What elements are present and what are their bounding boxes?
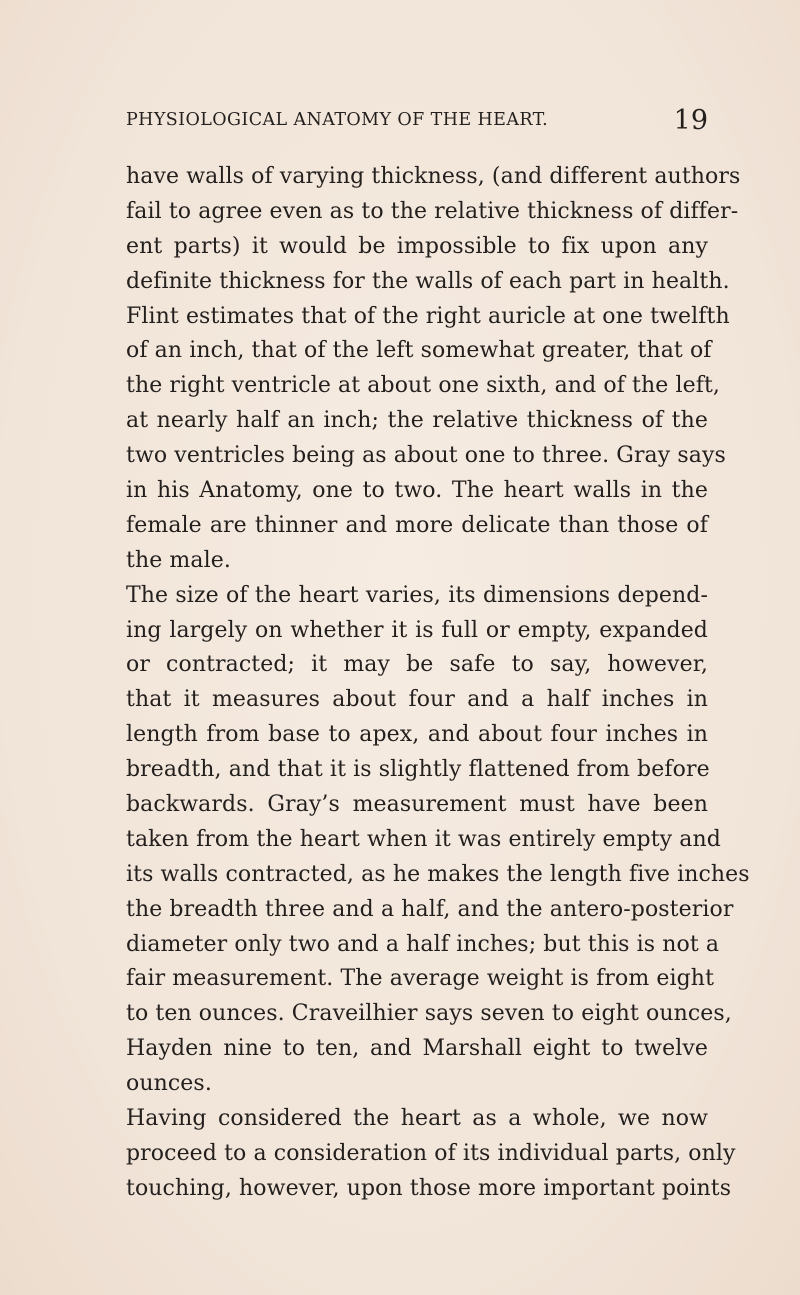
text-line: taken from the heart when it was entirely empty and [126, 826, 721, 852]
text-line: proceed to a consideration of its individual parts, only [126, 1140, 736, 1166]
text-line: female are thinner and more delicate than those of [126, 512, 708, 538]
text-line: fail to agree even as to the relative thickness of differ- [126, 198, 739, 224]
text-line: its walls contracted, as he makes the length five inches [126, 861, 750, 887]
text-line: ent parts) it would be impossible to fix upon any [126, 233, 708, 259]
text-line: the right ventricle at about one sixth, and of the left, [126, 373, 720, 399]
text-line: Hayden nine to ten, and Marshall eight to twelve [126, 1036, 708, 1062]
text-line: Having considered the heart as a whole, we now [126, 1106, 708, 1132]
page-number: 19 [673, 104, 708, 136]
text-line: that it measures about four and a half inches in [126, 687, 708, 713]
text-line: have walls of varying thickness, (and different authors [126, 164, 741, 189]
text-line: fair measurement. The average weight is from eight [126, 966, 715, 992]
text-line: the breadth three and a half, and the antero-posterior [126, 896, 734, 922]
text-line: backwards. Gray’s measurement must have been [126, 792, 708, 818]
text-line: in his Anatomy, one to two. The heart walls in the [126, 478, 708, 504]
text-line: to ten ounces. Craveilhier says seven to eight ounces, [126, 1001, 732, 1027]
text-line: or contracted; it may be safe to say, however, [126, 652, 708, 678]
text-line: Flint estimates that of the right auricle at one twelfth [126, 303, 730, 329]
paragraph-end-line: ounces. [126, 1071, 212, 1097]
text-line: The size of the heart varies, its dimensions depend- [126, 582, 708, 608]
running-title: PHYSIOLOGICAL ANATOMY OF THE HEART. [126, 110, 549, 130]
text-line: at nearly half an inch; the relative thickness of the [126, 408, 708, 434]
text-line: of an inch, that of the left somewhat greater, that of [126, 338, 712, 364]
text-line: breadth, and that it is slightly flattened from before [126, 757, 710, 783]
text-line: diameter only two and a half inches; but this is not a [126, 931, 720, 957]
text-line: ing largely on whether it is full or empty, expanded [126, 617, 708, 643]
text-line: two ventricles being as about one to three. Gray says [126, 443, 726, 469]
body-text [126, 160, 750, 1207]
paragraph-end-line: the male. [126, 547, 231, 573]
text-line: length from base to apex, and about four inches in [126, 722, 708, 748]
text-line: touching, however, upon those more important points [126, 1175, 732, 1201]
text-line: definite thickness for the walls of each part in health. [126, 268, 730, 294]
running-header [126, 104, 708, 136]
